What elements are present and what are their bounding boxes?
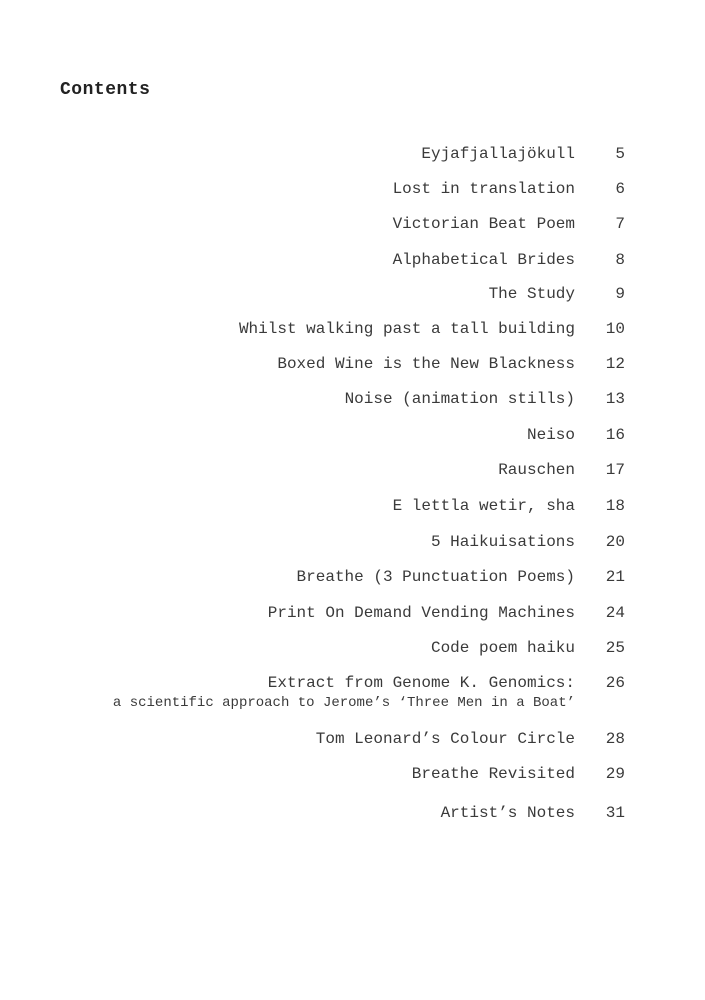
toc-entry-page: 24 — [605, 604, 625, 622]
toc-entry — [0, 461, 705, 481]
toc-entry — [0, 674, 705, 711]
toc-entry-page: 21 — [605, 568, 625, 586]
toc-entry-page: 17 — [605, 461, 625, 479]
toc-entry-page: 13 — [605, 390, 625, 408]
toc-entry-title: Whilst walking past a tall building — [238, 320, 575, 338]
toc-entry-page: 26 — [605, 674, 625, 692]
toc-entry-subtitle: a scientific approach to Jerome’s ‘Three Men in a Boat’ — [112, 695, 575, 711]
toc-entry-title: Breathe (3 Punctuation Poems) — [296, 568, 575, 586]
toc-entry-title: Rauschen — [498, 461, 575, 479]
toc-entry-title: Victorian Beat Poem — [392, 215, 575, 233]
toc-entry — [0, 145, 705, 165]
toc-entry — [0, 251, 705, 271]
toc-entry — [0, 355, 705, 375]
toc-entry — [0, 568, 705, 588]
toc-entry-page: 25 — [605, 639, 625, 657]
toc-entry-title: Alphabetical Brides — [392, 251, 575, 269]
toc-entry — [0, 533, 705, 553]
toc-entry-page: 5 — [615, 145, 625, 163]
toc-entry — [0, 765, 705, 785]
toc-entry-title: Breathe Revisited — [411, 765, 575, 783]
toc-entry — [0, 180, 705, 200]
toc-entry-title: Tom Leonard’s Colour Circle — [315, 730, 575, 748]
toc-entry-page: 9 — [615, 285, 625, 303]
toc-entry — [0, 390, 705, 410]
toc-entry-title: E lettla wetir, sha — [392, 497, 575, 515]
toc-entry — [0, 604, 705, 624]
toc-entry — [0, 215, 705, 235]
toc-entry-title: Boxed Wine is the New Blackness — [277, 355, 575, 373]
toc-entry-page: 6 — [615, 180, 625, 198]
toc-entry-page: 16 — [605, 426, 625, 444]
toc-entry-title: 5 Haikuisations — [430, 533, 575, 551]
toc-entry — [0, 497, 705, 517]
toc-entry-title: Print On Demand Vending Machines — [267, 604, 575, 622]
toc-entry — [0, 639, 705, 659]
toc-entry — [0, 426, 705, 446]
toc-entry-page: 18 — [605, 497, 625, 515]
page-title: Contents — [60, 80, 151, 100]
toc-entry — [0, 730, 705, 750]
toc-entry-page: 29 — [605, 765, 625, 783]
toc-entry — [0, 285, 705, 305]
toc-entry-page: 10 — [605, 320, 625, 338]
toc-entry-title: Code poem haiku — [430, 639, 575, 657]
toc-entry-title: Extract from Genome K. Genomics: — [267, 674, 575, 692]
toc-entry — [0, 320, 705, 340]
toc-entry-title: Lost in translation — [392, 180, 575, 198]
toc-entry-page: 28 — [605, 730, 625, 748]
toc-entry-page: 31 — [605, 804, 625, 822]
toc-entry — [0, 804, 705, 824]
toc-entry-page: 12 — [605, 355, 625, 373]
toc-entry-title: Noise (animation stills) — [344, 390, 575, 408]
toc-entry-page: 20 — [605, 533, 625, 551]
toc-entry-title: Eyjafjallajökull — [421, 145, 575, 163]
toc-entry-page: 8 — [615, 251, 625, 269]
toc-entry-page: 7 — [615, 215, 625, 233]
toc-entry-title: Neiso — [526, 426, 575, 444]
toc-entry-title: The Study — [488, 285, 575, 303]
toc-entry-title: Artist’s Notes — [440, 804, 575, 822]
